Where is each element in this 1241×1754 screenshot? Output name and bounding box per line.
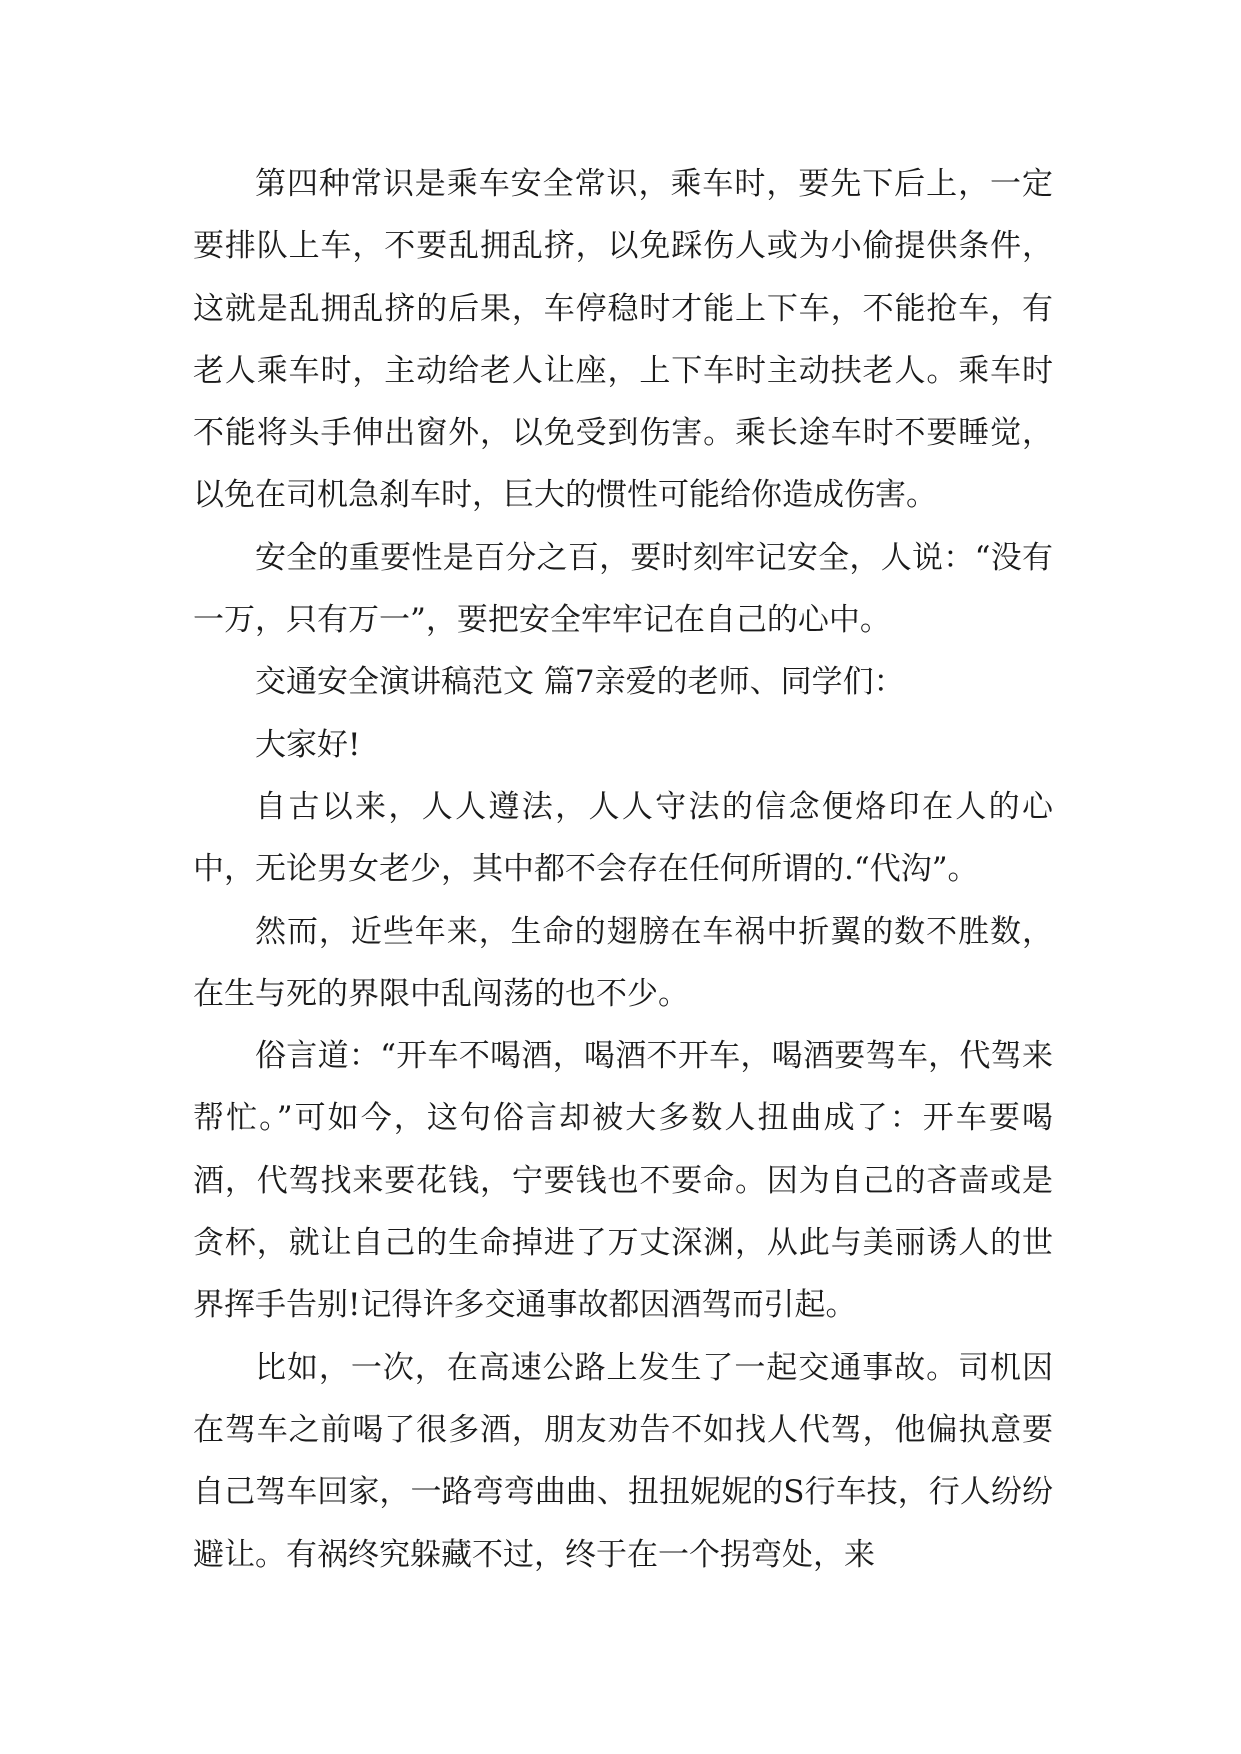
paragraph-accidents: 然而，近些年来，生命的翅膀在车祸中折翼的数不胜数，在生与死的界限中乱闯荡的也不少。 [193, 913, 1053, 1012]
paragraph-proverb: 俗言道：“开车不喝酒，喝酒不开车，喝酒要驾车，代驾来帮忙。”可如今，这句俗言却被大多数人扭曲成了：开车要喝酒，代驾找来要花钱，宁要钱也不要命。因为自己的吝啬或是贪杯，就让自己的生命掉进了万丈深渊，从此与美丽诱人的世界挥手告别!记得许多交通事故都因酒驾而引起。 [193, 1038, 1053, 1324]
paragraph-speech-heading: 交通安全演讲稿范文 篇7亲爱的老师、同学们： [255, 664, 905, 701]
paragraph-ride-safety: 第四种常识是乘车安全常识，乘车时，要先下后上，一定要排队上车，不要乱拥乱挤，以免踩伤人或为小偷提供条件，这就是乱拥乱挤的后果，车停稳时才能上下车，不能抢车，有老人乘车时，主动给老人让座，上下车时主动扶老人。乘车时不能将头手伸出窗外，以免受到伤害。乘长途车时不要睡觉，以免在司机急刹车时，巨大的惯性可能给你造成伤害。 [193, 166, 1053, 514]
document-body [193, 153, 1053, 1586]
paragraph-greeting: 大家好! [255, 726, 361, 763]
paragraph-example: 比如，一次，在高速公路上发生了一起交通事故。司机因在驾车之前喝了很多酒，朋友劝告不如找人代驾，他偏执意要自己驾车回家，一路弯弯曲曲、扭扭妮妮的S行车技，行人纷纷避让。有祸终究躲藏不过，终于在一个拐弯处，来 [193, 1349, 1053, 1573]
paragraph-law-abiding: 自古以来，人人遵法，人人守法的信念便烙印在人的心中，无论男女老少，其中都不会存在任何所谓的.“代沟”。 [193, 788, 1053, 888]
paragraph-safety-importance: 安全的重要性是百分之百，要时刻牢记安全，人说：“没有一万，只有万一”，要把安全牢牢记在自己的心中。 [193, 539, 1053, 639]
